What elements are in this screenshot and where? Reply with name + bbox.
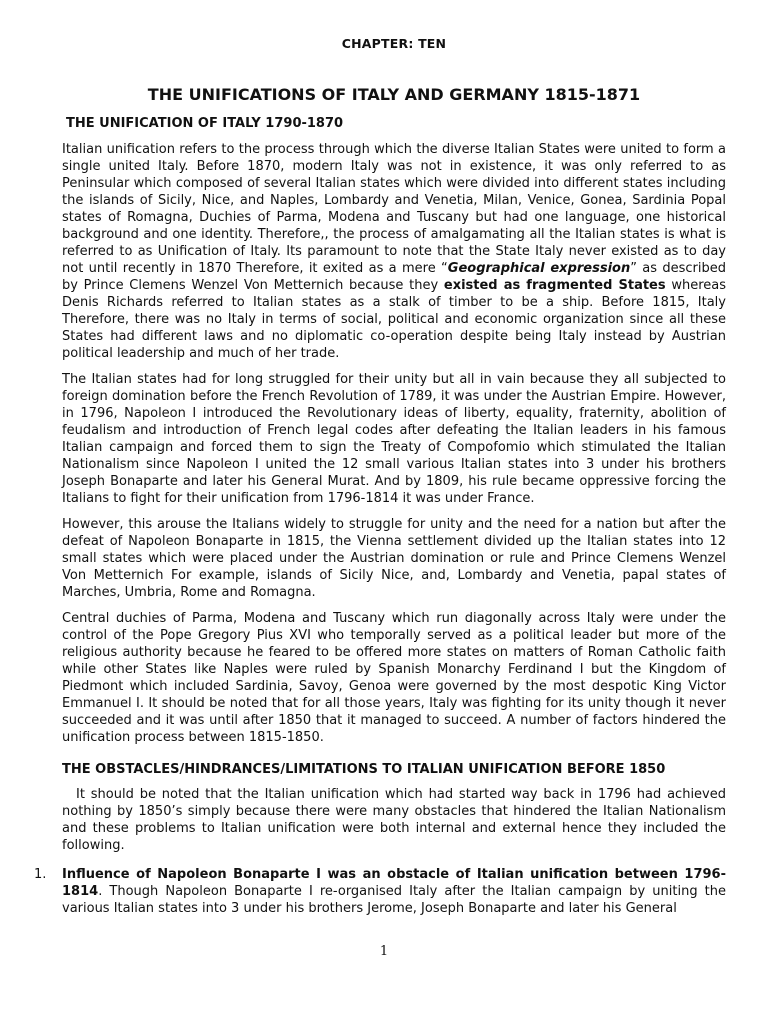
page-number: 1 xyxy=(379,944,389,959)
document-page xyxy=(34,36,727,917)
list-item-text: . Though Napoleon Bonaparte I re-organised Italy after the Italian campaign by uniting the various Italian states into 3 under his brothers Jerome, Joseph Bonaparte and later his General xyxy=(62,884,726,916)
paragraph-duchies: Central duchies of Parma, Modena and Tuscany which run diagonally across Italy were under the control of the Pope Gregory Pius XVI who temporally served as a political leader but more of the religious authority because he feared to be offered more states on matters of Roman Catholic faith while other States like Naples were ruled by Spanish Monarchy Ferdinand I but the Kingdom of Piedmont which included Sardinia, Savoy, Genoa were governed by the most despotic King Victor Emmanuel I. It should be noted that for all those years, Italy was fighting for its unity though it never succeeded and it was until after 1850 that it managed to succeed. A number of factors hindered the unification process between 1815-1850. xyxy=(62,611,726,745)
section-heading-obstacles: THE OBSTACLES/HINDRANCES/LIMITATIONS TO ITALIAN UNIFICATION BEFORE 1850 xyxy=(62,762,666,777)
chapter-heading: CHAPTER: TEN xyxy=(341,36,447,51)
geographical-expression-phrase: Geographical expression xyxy=(447,261,631,276)
paragraph-vienna: However, this arouse the Italians widely to struggle for unity and the need for a nation but after the defeat of Napoleon Bonaparte in 1815, the Vienna settlement divided up the Italian states into 12 small states which were placed under the Austrian domination or rule and Prince Clemens Wenzel Von Metternich For example, islands of Sicily Nice, and, Lombardy and Venetia, papal states of Marches, Umbria, Rome and Romagna. xyxy=(62,517,726,600)
paragraph-intro-text-a: Italian unification refers to the process through which the diverse Italian States were united to form a single united Italy. Before 1870, modern Italy was not in existence, it was only referred to as Peninsular which composed of several Italian states which were divided into different states including the islands of Sicily, Nice, and Naples, Lombardy and Venetia, Milan, Venice, Gonea, Sardinia Popal states of Romagna, Duchies of Parma, Modena and Tuscany but had one language, one historical background and one identity. Therefore,, the process of amalgamating all the Italian states is what is referred to as Unification of Italy. Its paramount to note that the State Italy never existed as to day not until recently in 1870 Therefore, it exited as a mere “ xyxy=(62,142,726,276)
fragmented-states-phrase: existed as fragmented States xyxy=(443,278,666,293)
paragraph-intro-text-e: whereas Denis Richards referred to Italian states as a stalk of timber to be a ship. Before 1815, Italy Therefore, there was no Italy in terms of social, political and economic organization since all these States had different laws and no diplomatic co-operation despite being Italy instead by Austrian political leadership and much of her trade. xyxy=(62,278,726,361)
paragraph-intro-text-c: ” as described by Prince Clemens Wenzel Von Metternich because they xyxy=(62,261,727,293)
list-number: 1. xyxy=(34,867,47,882)
document-title: THE UNIFICATIONS OF ITALY AND GERMANY 1815-1871 xyxy=(147,85,641,104)
paragraph-intro xyxy=(62,141,726,362)
list-item-heading: Influence of Napoleon Bonaparte I was an obstacle of Italian unification between 1796-1814 xyxy=(62,867,726,899)
section-heading-italy: THE UNIFICATION OF ITALY 1790-1870 xyxy=(66,116,344,131)
list-item xyxy=(34,866,726,917)
paragraph-obstacles-intro: It should be noted that the Italian unification which had started way back in 1796 had achieved nothing by 1850’s simply because there were many obstacles that hindered the Italian Nationalism and these problems to Italian unification were both internal and external hence they included the following. xyxy=(62,787,726,853)
paragraph-struggle: The Italian states had for long struggled for their unity but all in vain because they all subjected to foreign domination before the French Revolution of 1789, it was under the Austrian Empire. However, in 1796, Napoleon I introduced the Revolutionary ideas of liberty, equality, fraternity, abolition of feudalism and introduction of French legal codes after defeating the Italian leaders in his famous Italian campaign and forced them to sign the Treaty of Compofomio which stimulated the Italian Nationalism since Napoleon I united the 12 small various Italian states into 3 under his brothers Joseph Bonaparte and later his General Murat. And by 1809, his rule became oppressive forcing the Italians to fight for their unification from 1796-1814 it was under France. xyxy=(62,372,726,506)
